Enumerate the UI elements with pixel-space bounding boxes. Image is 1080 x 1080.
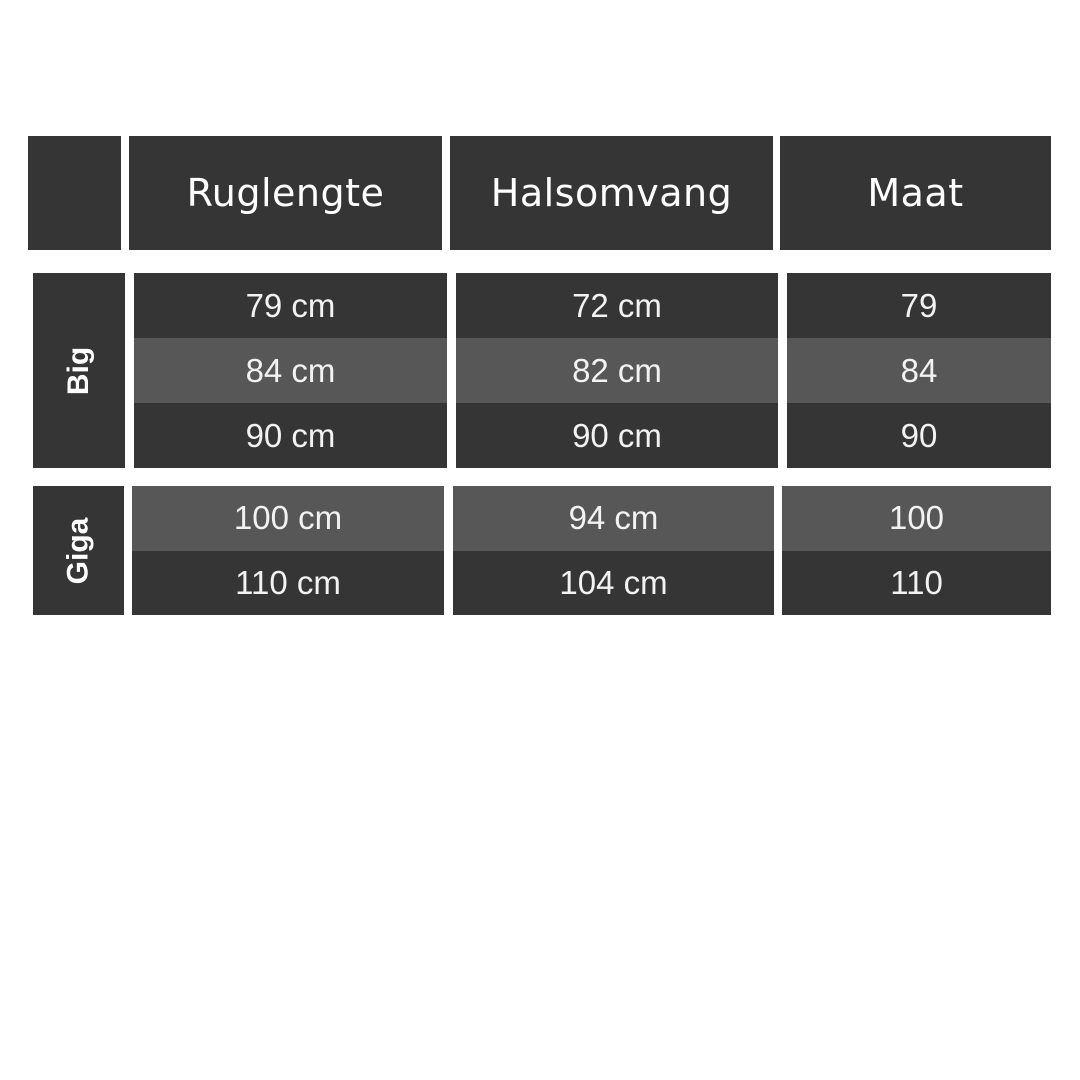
group-label-giga: Giga <box>61 517 95 584</box>
table-cell: 72 cm <box>456 273 778 338</box>
table-cell: 79 <box>787 273 1051 338</box>
header-corner-cell <box>28 136 121 250</box>
table-cell: 104 cm <box>453 551 774 616</box>
giga-ruglengte-column <box>132 486 444 615</box>
group-label-giga-cell <box>33 486 124 615</box>
table-cell: 110 cm <box>132 551 444 616</box>
table-cell: 90 <box>787 403 1051 468</box>
table-cell: 90 cm <box>134 403 447 468</box>
table-cell: 84 <box>787 338 1051 403</box>
table-cell: 100 cm <box>132 486 444 551</box>
table-cell: 79 cm <box>134 273 447 338</box>
header-maat: Maat <box>780 136 1051 250</box>
giga-maat-column <box>782 486 1051 615</box>
table-cell: 94 cm <box>453 486 774 551</box>
header-ruglengte: Ruglengte <box>129 136 442 250</box>
big-ruglengte-column <box>134 273 447 468</box>
table-cell: 90 cm <box>456 403 778 468</box>
table-cell: 84 cm <box>134 338 447 403</box>
group-label-big-cell <box>33 273 125 468</box>
group-label-big: Big <box>61 346 95 395</box>
header-halsomvang: Halsomvang <box>450 136 773 250</box>
table-cell: 100 <box>782 486 1051 551</box>
giga-halsomvang-column <box>453 486 774 615</box>
table-cell: 82 cm <box>456 338 778 403</box>
table-cell: 110 <box>782 551 1051 616</box>
big-halsomvang-column <box>456 273 778 468</box>
big-maat-column <box>787 273 1051 468</box>
